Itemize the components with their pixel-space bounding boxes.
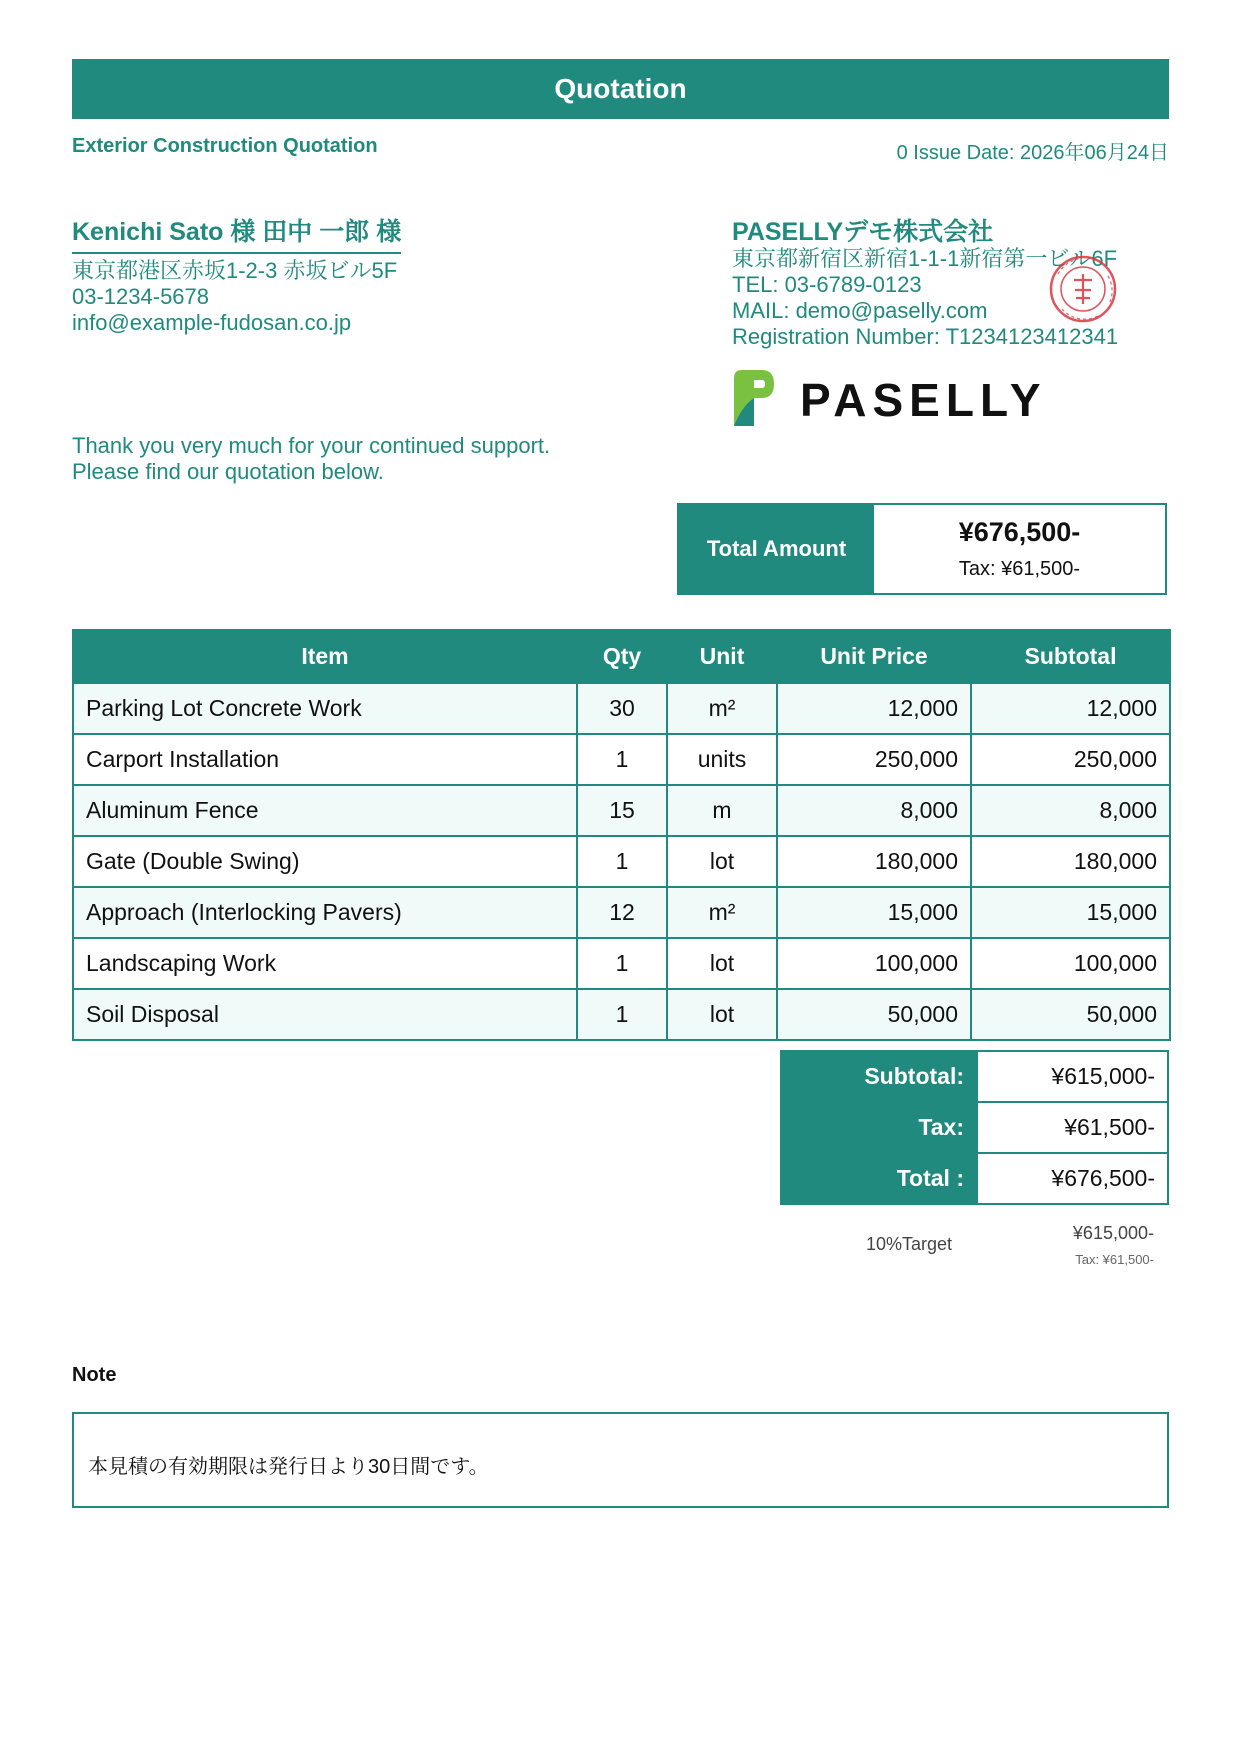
cell-unit: lot <box>667 836 777 887</box>
cell-qty: 1 <box>577 989 667 1040</box>
cell-item: Approach (Interlocking Pavers) <box>73 887 577 938</box>
cell-unit-price: 8,000 <box>777 785 971 836</box>
header-unit: Unit <box>667 630 777 683</box>
greeting-line-2: Please find our quotation below. <box>72 459 384 484</box>
line-items-table <box>72 629 1171 1041</box>
summary-tax-row <box>781 1102 1168 1153</box>
cell-unit-price: 12,000 <box>777 683 971 734</box>
header-subtotal: Subtotal <box>971 630 1170 683</box>
summary-subtotal-label: Subtotal: <box>781 1051 977 1102</box>
company-seal-stamp-icon <box>1048 254 1118 324</box>
tax-breakdown-tax: Tax: ¥61,500- <box>1075 1252 1154 1267</box>
cell-qty: 1 <box>577 836 667 887</box>
cell-qty: 12 <box>577 887 667 938</box>
summary-subtotal-row <box>781 1051 1168 1102</box>
company-registration: Registration Number: T1234123412341 <box>732 324 1119 349</box>
note-text: 本見積の有効期限は発行日より30日間です。 <box>88 1456 489 1478</box>
table-row <box>73 836 1170 887</box>
cell-qty: 30 <box>577 683 667 734</box>
table-row <box>73 785 1170 836</box>
cell-item: Landscaping Work <box>73 938 577 989</box>
cell-item: Soil Disposal <box>73 989 577 1040</box>
table-row <box>73 938 1170 989</box>
company-tel: TEL: 03-6789-0123 <box>732 272 922 297</box>
table-row <box>73 989 1170 1040</box>
client-email: info@example-fudosan.co.jp <box>72 310 352 335</box>
cell-qty: 1 <box>577 938 667 989</box>
table-row <box>73 734 1170 785</box>
cell-unit: m <box>667 785 777 836</box>
note-label: Note <box>72 1364 117 1386</box>
paselly-logo-icon <box>732 368 1062 430</box>
table-row <box>73 887 1170 938</box>
cell-unit: units <box>667 734 777 785</box>
note-box <box>72 1412 1169 1508</box>
summary-total-row <box>781 1153 1168 1204</box>
cell-unit-price: 15,000 <box>777 887 971 938</box>
header-qty: Qty <box>577 630 667 683</box>
summary-tax-label: Tax: <box>781 1102 977 1153</box>
cell-unit-price: 180,000 <box>777 836 971 887</box>
cell-subtotal: 100,000 <box>971 938 1170 989</box>
company-mail: MAIL: demo@paselly.com <box>732 298 988 323</box>
summary-table <box>780 1050 1169 1205</box>
total-amount-box <box>677 503 1167 595</box>
summary-subtotal-value: ¥615,000- <box>977 1051 1168 1102</box>
cell-unit: lot <box>667 989 777 1040</box>
tax-breakdown-amount: ¥615,000- <box>1072 1223 1154 1243</box>
cell-subtotal: 50,000 <box>971 989 1170 1040</box>
summary-total-label: Total : <box>781 1153 977 1204</box>
cell-unit: lot <box>667 938 777 989</box>
document-title: Quotation <box>72 59 1169 119</box>
cell-subtotal: 15,000 <box>971 887 1170 938</box>
cell-qty: 1 <box>577 734 667 785</box>
cell-unit-price: 100,000 <box>777 938 971 989</box>
cell-unit-price: 250,000 <box>777 734 971 785</box>
greeting-line-1: Thank you very much for your continued support. <box>72 433 551 458</box>
logo-wordmark: PASELLY <box>800 374 1047 426</box>
client-address: 東京都港区赤坂1-2-3 赤坂ビル5F <box>72 258 398 283</box>
cell-unit: m² <box>667 887 777 938</box>
header-item: Item <box>73 630 577 683</box>
summary-tax-value: ¥61,500- <box>977 1102 1168 1153</box>
total-amount-label: Total Amount <box>679 505 874 593</box>
total-amount-value: ¥676,500- <box>958 517 1081 547</box>
cell-subtotal: 180,000 <box>971 836 1170 887</box>
cell-unit: m² <box>667 683 777 734</box>
client-info <box>72 258 397 336</box>
total-amount-values <box>874 505 1165 593</box>
cell-item: Aluminum Fence <box>73 785 577 836</box>
greeting <box>72 433 550 485</box>
issue-date: 0 Issue Date: 2026年06月24日 <box>896 142 1169 164</box>
cell-item: Gate (Double Swing) <box>73 836 577 887</box>
total-tax-value: Tax: ¥61,500- <box>958 558 1081 580</box>
header-unit-price: Unit Price <box>777 630 971 683</box>
cell-subtotal: 250,000 <box>971 734 1170 785</box>
cell-item: Parking Lot Concrete Work <box>73 683 577 734</box>
client-phone: 03-1234-5678 <box>72 284 210 309</box>
table-header-row <box>73 630 1170 683</box>
table-row <box>73 683 1170 734</box>
client-name: Kenichi Sato 様 田中 一郎 様 <box>72 212 401 254</box>
company-address: 東京都新宿区新宿1-1-1新宿第一ビル6F <box>732 246 1118 271</box>
tax-breakdown-label: 10%Target <box>866 1234 953 1254</box>
cell-subtotal: 8,000 <box>971 785 1170 836</box>
cell-subtotal: 12,000 <box>971 683 1170 734</box>
summary-total-value: ¥676,500- <box>977 1153 1168 1204</box>
cell-item: Carport Installation <box>73 734 577 785</box>
cell-qty: 15 <box>577 785 667 836</box>
document-subtitle: Exterior Construction Quotation <box>72 135 378 157</box>
company-name: PASELLYデモ株式会社 <box>732 218 994 246</box>
cell-unit-price: 50,000 <box>777 989 971 1040</box>
